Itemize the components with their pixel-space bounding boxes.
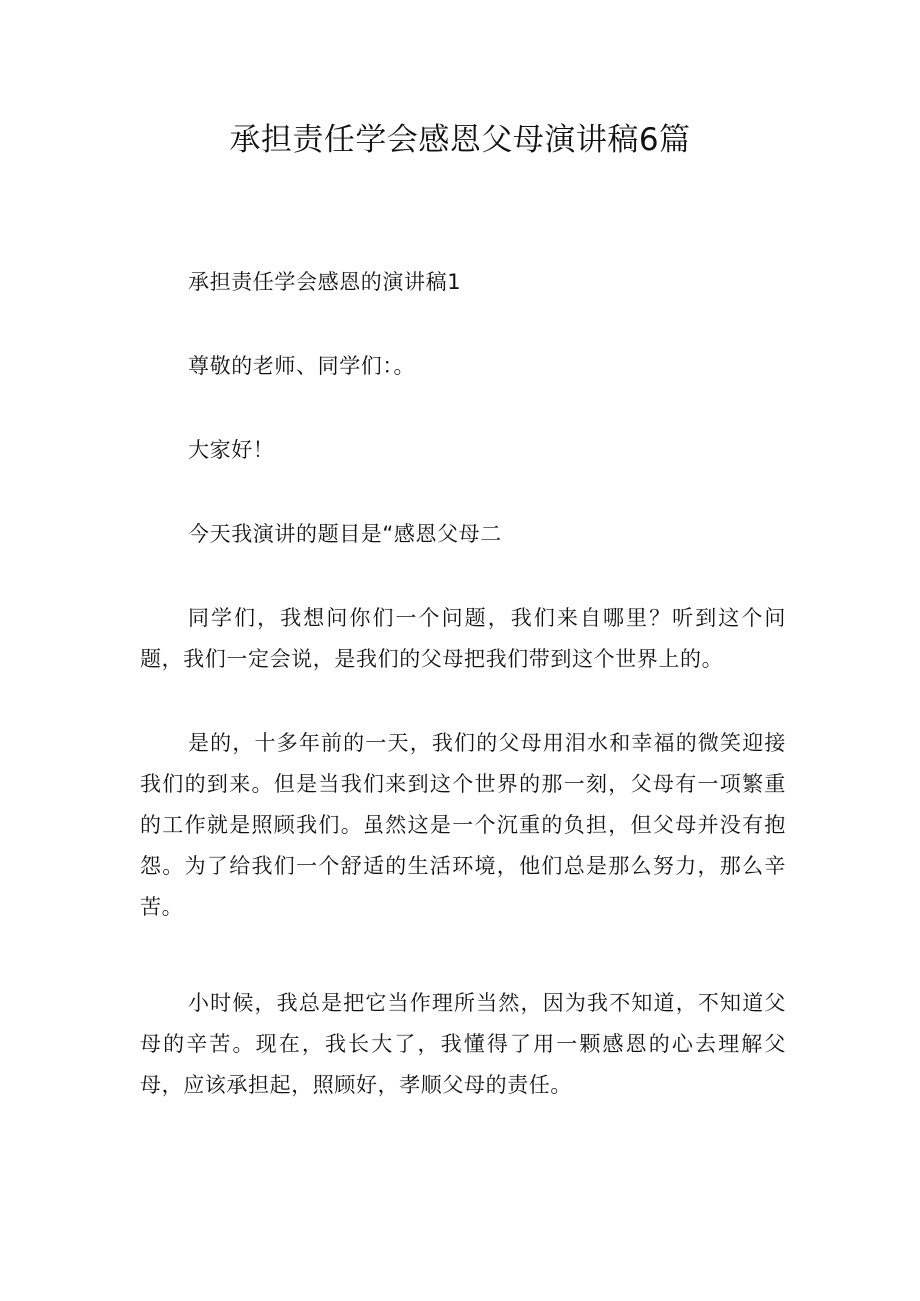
hello-paragraph: 大家好！ bbox=[188, 438, 275, 462]
greeting-paragraph: 尊敬的老师、同学们：。 bbox=[188, 354, 416, 378]
body-paragraph-2: 是的，十多年前的一天，我们的父母用泪水和幸福的微笑迎接我们的到来。但是当我们来到这个世界的那一刻，父母有一项繁重的工作就是照顾我们。虽然这是一个沉重的负担，但父母并没有抱怨。为了给我们一个舒适的生活环境，他们总是那么努力，那么辛苦。 bbox=[140, 731, 786, 919]
document-title: 承担责任学会感恩父母演讲稿6篇 bbox=[229, 122, 691, 158]
body-paragraph-3: 小时候，我总是把它当作理所当然，因为我不知道，不知道父母的辛苦。现在，我长大了，我懂得了用一颗感恩的心去理解父母，应该承担起，照顾好，孝顺父母的责任。 bbox=[140, 991, 786, 1097]
topic-paragraph: 今天我演讲的题目是“感恩父母二 bbox=[188, 522, 502, 546]
speech-subtitle: 承担责任学会感恩的演讲稿1 bbox=[188, 270, 462, 294]
body-paragraph-1: 同学们，我想问你们一个问题，我们来自哪里？听到这个问题，我们一定会说，是我们的父母把我们带到这个世界上的。 bbox=[140, 606, 786, 671]
